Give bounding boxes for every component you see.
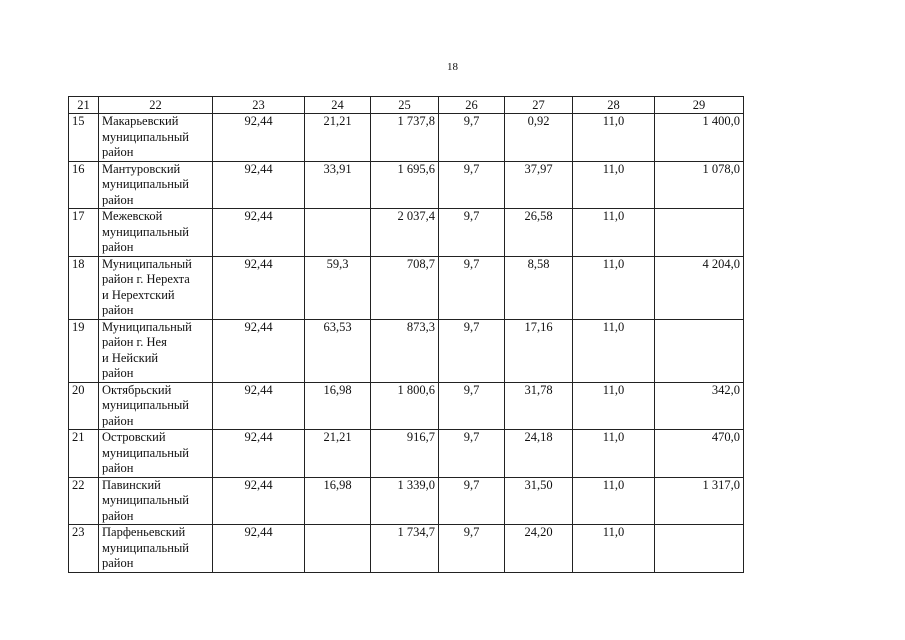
value-col-24: 21,21 <box>305 114 371 162</box>
value-col-28: 11,0 <box>573 209 655 257</box>
value-col-29: 1 317,0 <box>655 477 744 525</box>
value-col-26: 9,7 <box>439 525 505 573</box>
value-col-24 <box>305 209 371 257</box>
value-col-26: 9,7 <box>439 319 505 382</box>
value-col-27: 0,92 <box>505 114 573 162</box>
row-number: 17 <box>69 209 99 257</box>
value-col-25: 1 339,0 <box>371 477 439 525</box>
table-row <box>69 319 744 382</box>
value-col-26: 9,7 <box>439 430 505 478</box>
district-name: Островский муниципальный район <box>99 430 213 478</box>
district-name: Межевской муниципальный район <box>99 209 213 257</box>
row-number: 18 <box>69 256 99 319</box>
row-number: 23 <box>69 525 99 573</box>
table-row <box>69 256 744 319</box>
value-col-27: 24,20 <box>505 525 573 573</box>
district-name: Муниципальный район г. Нерехта и Нерехтский район <box>99 256 213 319</box>
value-col-28: 11,0 <box>573 319 655 382</box>
row-number: 20 <box>69 382 99 430</box>
value-col-29: 1 078,0 <box>655 161 744 209</box>
value-col-26: 9,7 <box>439 477 505 525</box>
value-col-23: 92,44 <box>213 209 305 257</box>
row-number: 16 <box>69 161 99 209</box>
value-col-27: 8,58 <box>505 256 573 319</box>
header-cell-29: 29 <box>655 97 744 114</box>
district-name: Парфеньевский муниципальный район <box>99 525 213 573</box>
value-col-26: 9,7 <box>439 161 505 209</box>
value-col-27: 31,50 <box>505 477 573 525</box>
table-row <box>69 382 744 430</box>
value-col-28: 11,0 <box>573 161 655 209</box>
table-row <box>69 477 744 525</box>
header-cell-24: 24 <box>305 97 371 114</box>
value-col-27: 37,97 <box>505 161 573 209</box>
header-row <box>69 97 744 114</box>
table-row <box>69 430 744 478</box>
value-col-29: 4 204,0 <box>655 256 744 319</box>
value-col-24: 16,98 <box>305 477 371 525</box>
table-row <box>69 209 744 257</box>
value-col-28: 11,0 <box>573 382 655 430</box>
value-col-24: 63,53 <box>305 319 371 382</box>
value-col-25: 916,7 <box>371 430 439 478</box>
value-col-27: 31,78 <box>505 382 573 430</box>
row-number: 22 <box>69 477 99 525</box>
value-col-29: 470,0 <box>655 430 744 478</box>
value-col-24: 33,91 <box>305 161 371 209</box>
table-body <box>69 114 744 573</box>
value-col-25: 1 734,7 <box>371 525 439 573</box>
value-col-25: 1 737,8 <box>371 114 439 162</box>
value-col-23: 92,44 <box>213 430 305 478</box>
district-name: Макарьевский муниципальный район <box>99 114 213 162</box>
value-col-29 <box>655 525 744 573</box>
value-col-29 <box>655 209 744 257</box>
value-col-27: 17,16 <box>505 319 573 382</box>
value-col-24 <box>305 525 371 573</box>
value-col-27: 26,58 <box>505 209 573 257</box>
data-table <box>68 96 744 573</box>
value-col-27: 24,18 <box>505 430 573 478</box>
value-col-24: 59,3 <box>305 256 371 319</box>
value-col-28: 11,0 <box>573 430 655 478</box>
value-col-23: 92,44 <box>213 477 305 525</box>
value-col-23: 92,44 <box>213 525 305 573</box>
value-col-23: 92,44 <box>213 382 305 430</box>
table-row <box>69 161 744 209</box>
header-cell-27: 27 <box>505 97 573 114</box>
value-col-23: 92,44 <box>213 256 305 319</box>
value-col-26: 9,7 <box>439 382 505 430</box>
table-row <box>69 114 744 162</box>
value-col-25: 2 037,4 <box>371 209 439 257</box>
row-number: 21 <box>69 430 99 478</box>
table-row <box>69 525 744 573</box>
value-col-23: 92,44 <box>213 114 305 162</box>
value-col-25: 1 800,6 <box>371 382 439 430</box>
value-col-28: 11,0 <box>573 114 655 162</box>
row-number: 15 <box>69 114 99 162</box>
value-col-25: 708,7 <box>371 256 439 319</box>
value-col-25: 1 695,6 <box>371 161 439 209</box>
district-name: Муниципальный район г. Нея и Нейский район <box>99 319 213 382</box>
value-col-28: 11,0 <box>573 477 655 525</box>
value-col-28: 11,0 <box>573 256 655 319</box>
value-col-29: 342,0 <box>655 382 744 430</box>
header-cell-28: 28 <box>573 97 655 114</box>
value-col-25: 873,3 <box>371 319 439 382</box>
header-cell-21: 21 <box>69 97 99 114</box>
value-col-24: 16,98 <box>305 382 371 430</box>
value-col-23: 92,44 <box>213 319 305 382</box>
value-col-24: 21,21 <box>305 430 371 478</box>
value-col-29 <box>655 319 744 382</box>
header-cell-22: 22 <box>99 97 213 114</box>
value-col-26: 9,7 <box>439 114 505 162</box>
district-name: Мантуровский муниципальный район <box>99 161 213 209</box>
header-cell-25: 25 <box>371 97 439 114</box>
value-col-26: 9,7 <box>439 256 505 319</box>
row-number: 19 <box>69 319 99 382</box>
header-cell-26: 26 <box>439 97 505 114</box>
value-col-29: 1 400,0 <box>655 114 744 162</box>
header-cell-23: 23 <box>213 97 305 114</box>
page-number: 18 <box>447 61 458 73</box>
district-name: Павинский муниципальный район <box>99 477 213 525</box>
value-col-28: 11,0 <box>573 525 655 573</box>
district-name: Октябрьский муниципальный район <box>99 382 213 430</box>
value-col-23: 92,44 <box>213 161 305 209</box>
value-col-26: 9,7 <box>439 209 505 257</box>
